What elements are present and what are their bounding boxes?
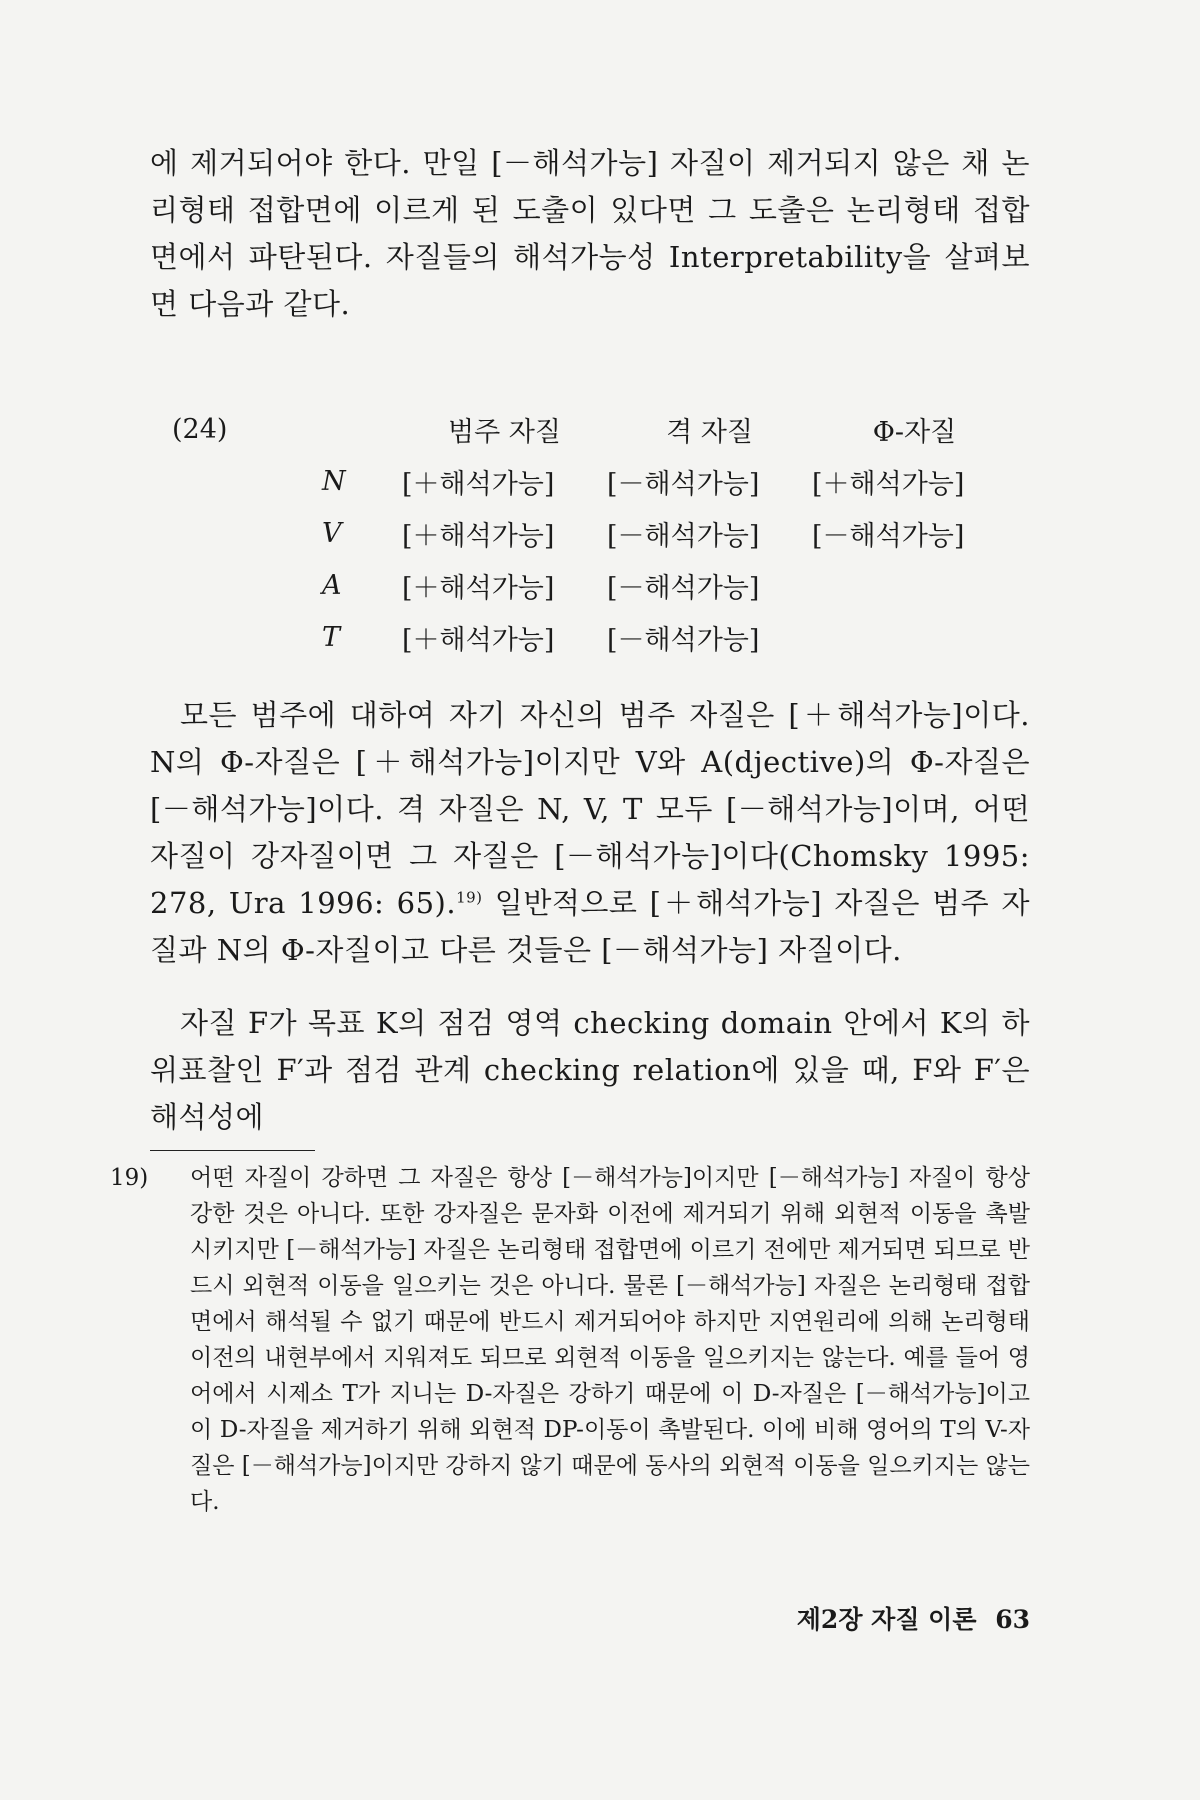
chapter-title: 제2장 자질 이론 xyxy=(796,1605,977,1634)
table-cell: [＋해석가능] xyxy=(812,468,965,500)
table-cell: [＋해석가능] xyxy=(402,624,555,656)
feature-table xyxy=(172,403,1017,663)
footnote-reference[interactable]: 19) xyxy=(456,888,483,907)
page-number: 63 xyxy=(995,1605,1030,1634)
example-24 xyxy=(172,403,1017,663)
table-cell: [－해석가능] xyxy=(812,520,965,552)
header-phi-feature: Φ-자질 xyxy=(872,416,957,448)
table-row xyxy=(172,559,1017,611)
footnote-divider xyxy=(150,1150,315,1151)
footnote-19 xyxy=(110,1160,1030,1520)
table-cell: [－해석가능] xyxy=(607,468,760,500)
table-cell xyxy=(812,611,1017,663)
category-label: T xyxy=(322,621,341,653)
footnote-body xyxy=(110,1160,1030,1520)
paragraph-3: 자질 F가 목표 K의 점검 영역 checking domain 안에서 K의 하위표찰인 F′과 점검 관계 checking relation에 있을 때, F와 F′은 해석성에 xyxy=(150,1006,1030,1134)
table-row xyxy=(172,507,1017,559)
paragraph-2-text: 모든 범주에 대하여 자기 자신의 범주 자질은 [＋해석가능]이다. N의 Φ-자질은 [＋해석가능]이지만 V와 A(djective)의 Φ-자질은 [－해석가능]이다. 격 자질은 N, V, T 모두 [－해석가능]이며, 어떤 자질이 강자질이면 그 자질은 [－해석가능]이다(Chomsky 1995: 278, Ura 1996: 65). xyxy=(150,698,1030,920)
table-cell: [＋해석가능] xyxy=(402,572,555,604)
table-cell: [＋해석가능] xyxy=(402,468,555,500)
running-footer xyxy=(797,1600,1030,1636)
table-cell: [＋해석가능] xyxy=(402,520,555,552)
footnote-text: 어떤 자질이 강하면 그 자질은 항상 [－해석가능]이지만 [－해석가능] 자질이 항상 강한 것은 아니다. 또한 강자질은 문자화 이전에 제거되기 위해 외현적 이동을 촉발시키지만 [－해석가능] 자질은 논리형태 접합면에 이르기 전에만 제거되면 되므로 반드시 외현적 이동을 일으키는 것은 아니다. 물론 [－해석가능] 자질은 논리형태 접합면에서 해석될 수 없기 때문에 반드시 제거되어야 하지만 지연원리에 의해 논리형태 이전의 내현부에서 지워져도 되므로 외현적 이동을 일으키지는 않는다. 예를 들어 영어에서 시제소 T가 지니는 D-자질은 강하기 때문에 이 D-자질은 [－해석가능]이고 이 D-자질을 제거하기 위해 외현적 DP-이동이 촉발된다. 이에 비해 영어의 T의 V-자질은 [－해석가능]이지만 강하지 않기 때문에 동사의 외현적 이동을 일으키지는 않는다. xyxy=(190,1165,1030,1515)
feature-table-header xyxy=(172,403,1017,455)
table-cell: [－해석가능] xyxy=(607,624,760,656)
table-cell: [－해석가능] xyxy=(607,520,760,552)
category-label: V xyxy=(322,517,342,549)
table-row xyxy=(172,611,1017,663)
table-cell xyxy=(812,559,1017,611)
header-category-feature: 범주 자질 xyxy=(448,416,561,448)
category-label: A xyxy=(322,569,342,601)
paragraph-2 xyxy=(150,692,1030,974)
table-cell: [－해석가능] xyxy=(607,572,760,604)
header-case-feature: 격 자질 xyxy=(666,416,753,448)
example-number: (24) xyxy=(172,413,228,445)
paragraph-2-tail: 일반적으로 [＋해석가능] 자질은 범주 자질과 N의 Φ-자질이고 다른 것들은 [－해석가능] 자질이다. xyxy=(150,886,1030,967)
paragraph-1: 에 제거되어야 한다. 만일 [－해석가능] 자질이 제거되지 않은 채 논리형태 접합면에 이르게 된 도출이 있다면 그 도출은 논리형태 접합면에서 파탄된다. 자질들의 해석가능성 Interpretability을 살펴보면 다음과 같다. xyxy=(150,146,1030,321)
footnote-number: 19) xyxy=(110,1165,149,1191)
category-label: N xyxy=(322,465,346,497)
table-row xyxy=(172,455,1017,507)
